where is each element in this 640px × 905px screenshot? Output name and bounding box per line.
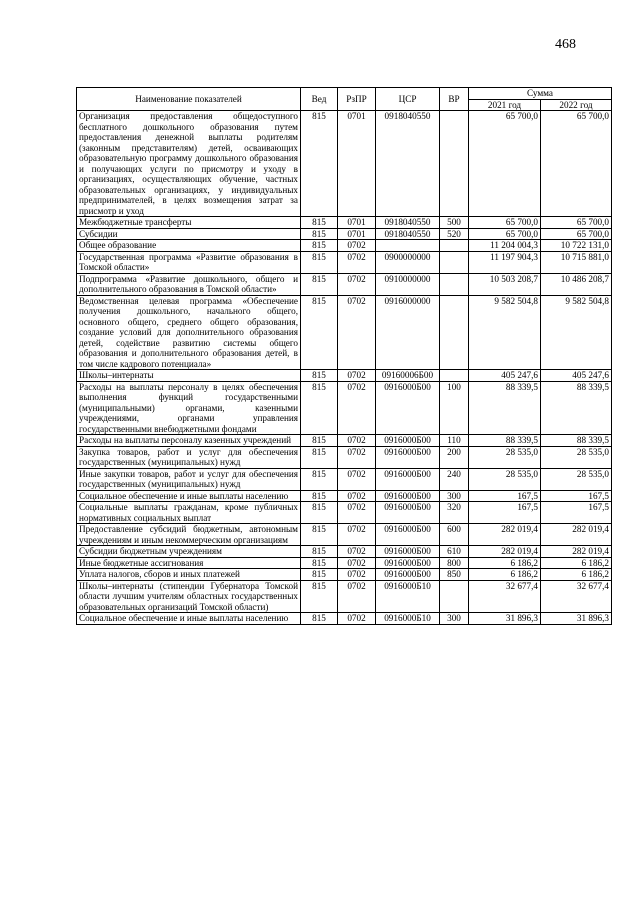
cell-sum-2021: 9 582 504,8 [469, 295, 541, 370]
cell-ved: 815 [301, 580, 338, 613]
cell-vr: 800 [440, 557, 469, 569]
cell-rzpr: 0702 [338, 251, 376, 273]
cell-sum-2021: 88 339,5 [469, 435, 541, 447]
table-row [77, 524, 612, 546]
cell-sum-2021: 65 700,0 [469, 217, 541, 229]
cell-sum-2021: 88 339,5 [469, 381, 541, 435]
cell-name: Школы–интернаты [77, 370, 301, 382]
cell-name: Закупка товаров, работ и услуг для обеспечения государственных (муниципальных) нужд [77, 446, 301, 468]
cell-csr: 0916000Б00 [376, 490, 440, 502]
cell-vr [440, 111, 469, 217]
cell-rzpr: 0702 [338, 502, 376, 524]
table-header [77, 88, 612, 111]
cell-sum-2021: 65 700,0 [469, 111, 541, 217]
cell-ved: 815 [301, 217, 338, 229]
cell-sum-2022: 10 722 131,0 [541, 240, 612, 252]
cell-sum-2022: 167,5 [541, 502, 612, 524]
header-csr: ЦСР [376, 88, 440, 111]
cell-ved: 815 [301, 435, 338, 447]
cell-vr: 320 [440, 502, 469, 524]
cell-sum-2022: 167,5 [541, 490, 612, 502]
table-row [77, 490, 612, 502]
cell-sum-2022: 32 677,4 [541, 580, 612, 613]
cell-sum-2021: 28 535,0 [469, 468, 541, 490]
cell-rzpr: 0702 [338, 240, 376, 252]
cell-csr: 0916000Б00 [376, 569, 440, 581]
cell-vr: 600 [440, 524, 469, 546]
cell-ved: 815 [301, 490, 338, 502]
cell-sum-2022: 65 700,0 [541, 217, 612, 229]
cell-name: Социальное обеспечение и иные выплаты населению [77, 490, 301, 502]
table-row [77, 569, 612, 581]
cell-sum-2022: 6 186,2 [541, 569, 612, 581]
cell-name: Подпрограмма «Развитие дошкольного, общего и дополнительного образования в Томской области» [77, 273, 301, 295]
cell-ved: 815 [301, 569, 338, 581]
cell-rzpr: 0702 [338, 381, 376, 435]
cell-name: Уплата налогов, сборов и иных платежей [77, 569, 301, 581]
cell-rzpr: 0702 [338, 435, 376, 447]
cell-sum-2022: 65 700,0 [541, 111, 612, 217]
cell-ved: 815 [301, 468, 338, 490]
table-row [77, 580, 612, 613]
cell-sum-2022: 28 535,0 [541, 468, 612, 490]
cell-rzpr: 0702 [338, 557, 376, 569]
table-row [77, 613, 612, 625]
cell-vr [440, 240, 469, 252]
cell-ved: 815 [301, 502, 338, 524]
cell-sum-2022: 88 339,5 [541, 435, 612, 447]
cell-rzpr: 0702 [338, 569, 376, 581]
cell-vr [440, 251, 469, 273]
cell-ved: 815 [301, 370, 338, 382]
cell-vr: 520 [440, 228, 469, 240]
cell-sum-2022: 31 896,3 [541, 613, 612, 625]
budget-table [76, 87, 612, 625]
cell-rzpr: 0702 [338, 490, 376, 502]
cell-rzpr: 0702 [338, 273, 376, 295]
cell-rzpr: 0702 [338, 613, 376, 625]
cell-vr [440, 273, 469, 295]
cell-sum-2021: 32 677,4 [469, 580, 541, 613]
cell-sum-2021: 65 700,0 [469, 228, 541, 240]
table-row [77, 228, 612, 240]
cell-vr: 300 [440, 613, 469, 625]
cell-csr: 0916000Б10 [376, 580, 440, 613]
cell-rzpr: 0702 [338, 468, 376, 490]
header-year-2022: 2022 год [541, 99, 612, 111]
table-body [77, 111, 612, 625]
cell-sum-2022: 9 582 504,8 [541, 295, 612, 370]
cell-name: Иные бюджетные ассигнования [77, 557, 301, 569]
table-row [77, 370, 612, 382]
cell-csr: 0916000Б00 [376, 468, 440, 490]
header-vr: ВР [440, 88, 469, 111]
cell-sum-2022: 28 535,0 [541, 446, 612, 468]
cell-name: Школы–интернаты (стипендии Губернатора Томской области лучшим учителям областных государственных образовательных организаций Томской области) [77, 580, 301, 613]
cell-name: Субсидии бюджетным учреждениям [77, 546, 301, 558]
table-row [77, 273, 612, 295]
cell-sum-2021: 6 186,2 [469, 557, 541, 569]
cell-name: Межбюджетные трансферты [77, 217, 301, 229]
cell-ved: 815 [301, 557, 338, 569]
table-row [77, 111, 612, 217]
cell-csr: 0918040550 [376, 217, 440, 229]
cell-name: Расходы на выплаты персоналу в целях обеспечения выполнения функций государственными (муниципальными) органами, казенными учреждениями, органами управления государственными внебюджетными фондами [77, 381, 301, 435]
cell-name: Расходы на выплаты персоналу казенных учреждений [77, 435, 301, 447]
cell-csr: 0916000Б00 [376, 381, 440, 435]
header-ved: Вед [301, 88, 338, 111]
table-row [77, 435, 612, 447]
cell-csr: 0916000Б10 [376, 613, 440, 625]
cell-csr: 0918040550 [376, 228, 440, 240]
cell-csr: 0910000000 [376, 273, 440, 295]
cell-sum-2021: 167,5 [469, 502, 541, 524]
cell-rzpr: 0701 [338, 217, 376, 229]
cell-rzpr: 0702 [338, 546, 376, 558]
cell-sum-2021: 11 197 904,3 [469, 251, 541, 273]
cell-csr: 0918040550 [376, 111, 440, 217]
table-row [77, 546, 612, 558]
cell-csr: 0916000Б00 [376, 524, 440, 546]
cell-name: Предоставление субсидий бюджетным, автономным учреждениям и иным некоммерческим организациям [77, 524, 301, 546]
cell-vr [440, 370, 469, 382]
cell-csr [376, 240, 440, 252]
cell-vr: 200 [440, 446, 469, 468]
cell-rzpr: 0701 [338, 111, 376, 217]
cell-vr [440, 580, 469, 613]
cell-name: Иные закупки товаров, работ и услуг для обеспечения государственных (муниципальных) нужд [77, 468, 301, 490]
header-name: Наименование показателей [77, 88, 301, 111]
cell-sum-2021: 405 247,6 [469, 370, 541, 382]
cell-name: Социальное обеспечение и иные выплаты населению [77, 613, 301, 625]
cell-sum-2021: 11 204 004,3 [469, 240, 541, 252]
cell-ved: 815 [301, 295, 338, 370]
table-row [77, 502, 612, 524]
cell-vr: 850 [440, 569, 469, 581]
cell-name: Субсидии [77, 228, 301, 240]
cell-vr [440, 295, 469, 370]
cell-name: Социальные выплаты гражданам, кроме публичных нормативных социальных выплат [77, 502, 301, 524]
table-row [77, 295, 612, 370]
cell-vr: 110 [440, 435, 469, 447]
cell-sum-2022: 405 247,6 [541, 370, 612, 382]
table-row [77, 468, 612, 490]
table-row [77, 381, 612, 435]
cell-sum-2021: 6 186,2 [469, 569, 541, 581]
table-row [77, 446, 612, 468]
table-row [77, 557, 612, 569]
cell-ved: 815 [301, 273, 338, 295]
cell-csr: 0916000Б00 [376, 557, 440, 569]
table-row [77, 251, 612, 273]
cell-ved: 815 [301, 381, 338, 435]
header-year-2021: 2021 год [469, 99, 541, 111]
cell-sum-2022: 88 339,5 [541, 381, 612, 435]
cell-sum-2021: 282 019,4 [469, 546, 541, 558]
cell-sum-2022: 10 715 881,0 [541, 251, 612, 273]
cell-csr: 0900000000 [376, 251, 440, 273]
cell-name: Организация предоставления общедоступного бесплатного дошкольного образования путем предоставления денежной выплаты родителям (законным представителям) детей, осваивающих образовательную программу дошкольного образования и получающих услуги по присмотру и уходу в организациях, осуществляющих обучение, частных образовательных организациях, у индивидуальных предпринимателей, в целях возмещения затрат за присмотр и уход [77, 111, 301, 217]
cell-sum-2022: 65 700,0 [541, 228, 612, 240]
table-row [77, 240, 612, 252]
page-number: 468 [555, 37, 576, 52]
cell-vr: 610 [440, 546, 469, 558]
cell-name: Ведомственная целевая программа «Обеспечение получения дошкольного, начального общего, основного общего, среднего общего образования, создание условий для дополнительного образования детей, содействие развитию системы общего образования и дополнительного образования детей, в том числе кадрового потенциала» [77, 295, 301, 370]
cell-rzpr: 0702 [338, 580, 376, 613]
cell-vr: 500 [440, 217, 469, 229]
header-rzpr: РзПР [338, 88, 376, 111]
cell-csr: 0916000Б00 [376, 502, 440, 524]
cell-sum-2021: 31 896,3 [469, 613, 541, 625]
cell-csr: 0916000Б00 [376, 446, 440, 468]
cell-sum-2021: 10 503 208,7 [469, 273, 541, 295]
header-sum: Сумма [469, 88, 612, 100]
cell-rzpr: 0701 [338, 228, 376, 240]
cell-name: Общее образование [77, 240, 301, 252]
cell-ved: 815 [301, 524, 338, 546]
cell-ved: 815 [301, 111, 338, 217]
cell-rzpr: 0702 [338, 295, 376, 370]
cell-ved: 815 [301, 228, 338, 240]
cell-ved: 815 [301, 446, 338, 468]
cell-sum-2022: 6 186,2 [541, 557, 612, 569]
cell-ved: 815 [301, 240, 338, 252]
cell-sum-2022: 282 019,4 [541, 524, 612, 546]
cell-ved: 815 [301, 546, 338, 558]
cell-vr: 300 [440, 490, 469, 502]
cell-sum-2021: 167,5 [469, 490, 541, 502]
cell-ved: 815 [301, 613, 338, 625]
cell-vr: 240 [440, 468, 469, 490]
cell-rzpr: 0702 [338, 446, 376, 468]
cell-csr: 09160006Б00 [376, 370, 440, 382]
cell-csr: 0916000Б00 [376, 546, 440, 558]
cell-sum-2022: 10 486 208,7 [541, 273, 612, 295]
cell-ved: 815 [301, 251, 338, 273]
cell-csr: 0916000000 [376, 295, 440, 370]
cell-vr: 100 [440, 381, 469, 435]
cell-rzpr: 0702 [338, 524, 376, 546]
cell-sum-2021: 28 535,0 [469, 446, 541, 468]
cell-sum-2021: 282 019,4 [469, 524, 541, 546]
cell-sum-2022: 282 019,4 [541, 546, 612, 558]
table-row [77, 217, 612, 229]
cell-name: Государственная программа «Развитие образования в Томской области» [77, 251, 301, 273]
cell-rzpr: 0702 [338, 370, 376, 382]
cell-csr: 0916000Б00 [376, 435, 440, 447]
